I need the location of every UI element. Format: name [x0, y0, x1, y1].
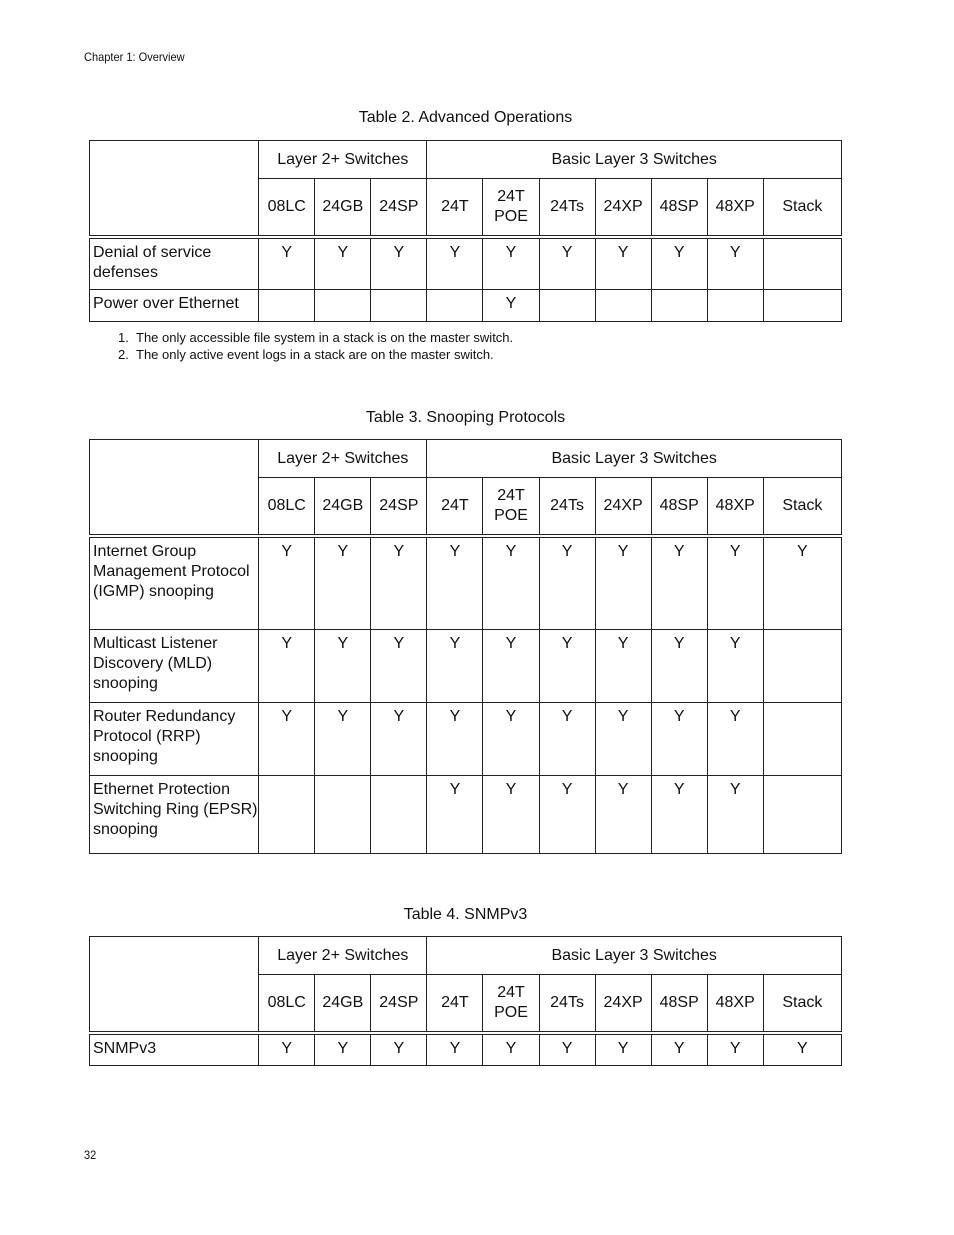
support-cell: Y — [539, 629, 595, 702]
support-cell: Y — [595, 629, 651, 702]
support-cell: Y — [539, 775, 595, 853]
support-cell: Y — [539, 237, 595, 289]
table-row — [90, 289, 842, 321]
support-cell: Y — [763, 1033, 841, 1065]
feature-cell: Router Redundancy Protocol (RRP) snooping — [90, 702, 259, 775]
footnotes — [118, 329, 513, 363]
feature-cell: Denial of service defenses — [90, 237, 259, 289]
support-cell: Y — [259, 237, 315, 289]
table-row — [90, 775, 842, 853]
table-snooping-protocols — [89, 439, 842, 854]
support-cell: Y — [427, 629, 483, 702]
model-header: 24XP — [595, 478, 651, 537]
support-cell: Y — [483, 536, 539, 629]
support-cell — [315, 289, 371, 321]
support-cell — [371, 775, 427, 853]
support-cell: Y — [707, 629, 763, 702]
support-cell: Y — [371, 237, 427, 289]
header-blank-cell — [90, 141, 259, 238]
table-3-caption: Table 3. Snooping Protocols — [365, 409, 566, 426]
model-header: 48XP — [707, 179, 763, 238]
model-header: 08LC — [259, 975, 315, 1034]
feature-cell: Ethernet Protection Switching Ring (EPSR) snooping — [90, 775, 259, 853]
support-cell: Y — [595, 1033, 651, 1065]
layer3-group-header: Basic Layer 3 Switches — [427, 440, 842, 478]
support-cell: Y — [427, 702, 483, 775]
model-header: 24T — [427, 975, 483, 1034]
table-row — [90, 1033, 842, 1065]
support-cell — [539, 289, 595, 321]
layer2-group-header: Layer 2+ Switches — [259, 141, 427, 179]
table-row — [90, 702, 842, 775]
model-header: 24Ts — [539, 975, 595, 1034]
table-4-caption: Table 4. SNMPv3 — [403, 906, 528, 923]
table-2-caption: Table 2. Advanced Operations — [358, 109, 573, 126]
support-cell: Y — [651, 775, 707, 853]
page-number: 32 — [84, 1148, 97, 1162]
model-header: 24Ts — [539, 179, 595, 238]
support-cell — [763, 237, 841, 289]
support-cell — [707, 289, 763, 321]
model-header: Stack — [763, 975, 841, 1034]
feature-cell: SNMPv3 — [90, 1033, 259, 1065]
layer2-group-header: Layer 2+ Switches — [259, 440, 427, 478]
support-cell: Y — [259, 702, 315, 775]
support-cell — [763, 629, 841, 702]
support-cell: Y — [427, 536, 483, 629]
table-advanced-operations — [89, 140, 842, 322]
support-cell: Y — [427, 775, 483, 853]
support-cell: Y — [371, 1033, 427, 1065]
model-header: 08LC — [259, 179, 315, 238]
model-header: 48SP — [651, 179, 707, 238]
support-cell: Y — [539, 536, 595, 629]
header-blank-cell — [90, 440, 259, 537]
model-header: 24GB — [315, 975, 371, 1034]
support-cell: Y — [483, 289, 539, 321]
support-cell: Y — [707, 536, 763, 629]
support-cell: Y — [427, 237, 483, 289]
running-head: Chapter 1: Overview — [84, 50, 185, 64]
support-cell: Y — [483, 775, 539, 853]
model-header: 08LC — [259, 478, 315, 537]
model-header: 24T POE — [483, 478, 539, 537]
table-row — [90, 536, 842, 629]
table-snmpv3 — [89, 936, 842, 1066]
model-header: 24T POE — [483, 975, 539, 1034]
model-header: 24SP — [371, 179, 427, 238]
layer2-group-header: Layer 2+ Switches — [259, 937, 427, 975]
support-cell: Y — [595, 237, 651, 289]
model-header: 48XP — [707, 975, 763, 1034]
support-cell: Y — [707, 702, 763, 775]
support-cell — [371, 289, 427, 321]
model-header: 48SP — [651, 478, 707, 537]
support-cell: Y — [259, 1033, 315, 1065]
support-cell: Y — [315, 629, 371, 702]
model-header: 24T — [427, 478, 483, 537]
support-cell: Y — [539, 1033, 595, 1065]
support-cell: Y — [371, 629, 427, 702]
feature-cell: Multicast Listener Discovery (MLD) snooping — [90, 629, 259, 702]
feature-cell: Internet Group Management Protocol (IGMP) snooping — [90, 536, 259, 629]
support-cell — [763, 289, 841, 321]
support-cell — [763, 775, 841, 853]
table-row — [90, 237, 842, 289]
footnote-2: 2. The only active event logs in a stack are on the master switch. — [118, 347, 494, 362]
model-header: Stack — [763, 478, 841, 537]
model-header: 24XP — [595, 975, 651, 1034]
support-cell — [259, 289, 315, 321]
model-header: Stack — [763, 179, 841, 238]
support-cell: Y — [763, 536, 841, 629]
support-cell: Y — [707, 775, 763, 853]
support-cell: Y — [651, 629, 707, 702]
support-cell: Y — [315, 536, 371, 629]
footnote-1: 1. The only accessible file system in a stack is on the master switch. — [118, 330, 514, 345]
model-header: 24SP — [371, 975, 427, 1034]
support-cell: Y — [483, 237, 539, 289]
support-cell: Y — [707, 237, 763, 289]
feature-cell: Power over Ethernet — [90, 289, 259, 321]
model-header: 24SP — [371, 478, 427, 537]
model-header: 24Ts — [539, 478, 595, 537]
support-cell — [315, 775, 371, 853]
model-header: 48SP — [651, 975, 707, 1034]
support-cell: Y — [539, 702, 595, 775]
model-header: 24XP — [595, 179, 651, 238]
table-row — [90, 629, 842, 702]
model-header: 24GB — [315, 478, 371, 537]
model-header: 48XP — [707, 478, 763, 537]
support-cell — [595, 289, 651, 321]
model-header: 24GB — [315, 179, 371, 238]
support-cell: Y — [259, 629, 315, 702]
support-cell: Y — [315, 1033, 371, 1065]
support-cell: Y — [371, 536, 427, 629]
support-cell: Y — [651, 536, 707, 629]
support-cell: Y — [427, 1033, 483, 1065]
support-cell: Y — [371, 702, 427, 775]
support-cell: Y — [651, 1033, 707, 1065]
model-header: 24T — [427, 179, 483, 238]
layer3-group-header: Basic Layer 3 Switches — [427, 141, 842, 179]
support-cell — [651, 289, 707, 321]
support-cell: Y — [483, 629, 539, 702]
support-cell: Y — [595, 536, 651, 629]
support-cell: Y — [483, 1033, 539, 1065]
support-cell: Y — [651, 237, 707, 289]
layer3-group-header: Basic Layer 3 Switches — [427, 937, 842, 975]
header-blank-cell — [90, 937, 259, 1034]
model-header: 24T POE — [483, 179, 539, 238]
support-cell: Y — [595, 775, 651, 853]
support-cell: Y — [315, 702, 371, 775]
support-cell — [259, 775, 315, 853]
support-cell — [763, 702, 841, 775]
support-cell: Y — [259, 536, 315, 629]
support-cell: Y — [483, 702, 539, 775]
support-cell — [427, 289, 483, 321]
support-cell: Y — [707, 1033, 763, 1065]
support-cell: Y — [315, 237, 371, 289]
support-cell: Y — [651, 702, 707, 775]
support-cell: Y — [595, 702, 651, 775]
